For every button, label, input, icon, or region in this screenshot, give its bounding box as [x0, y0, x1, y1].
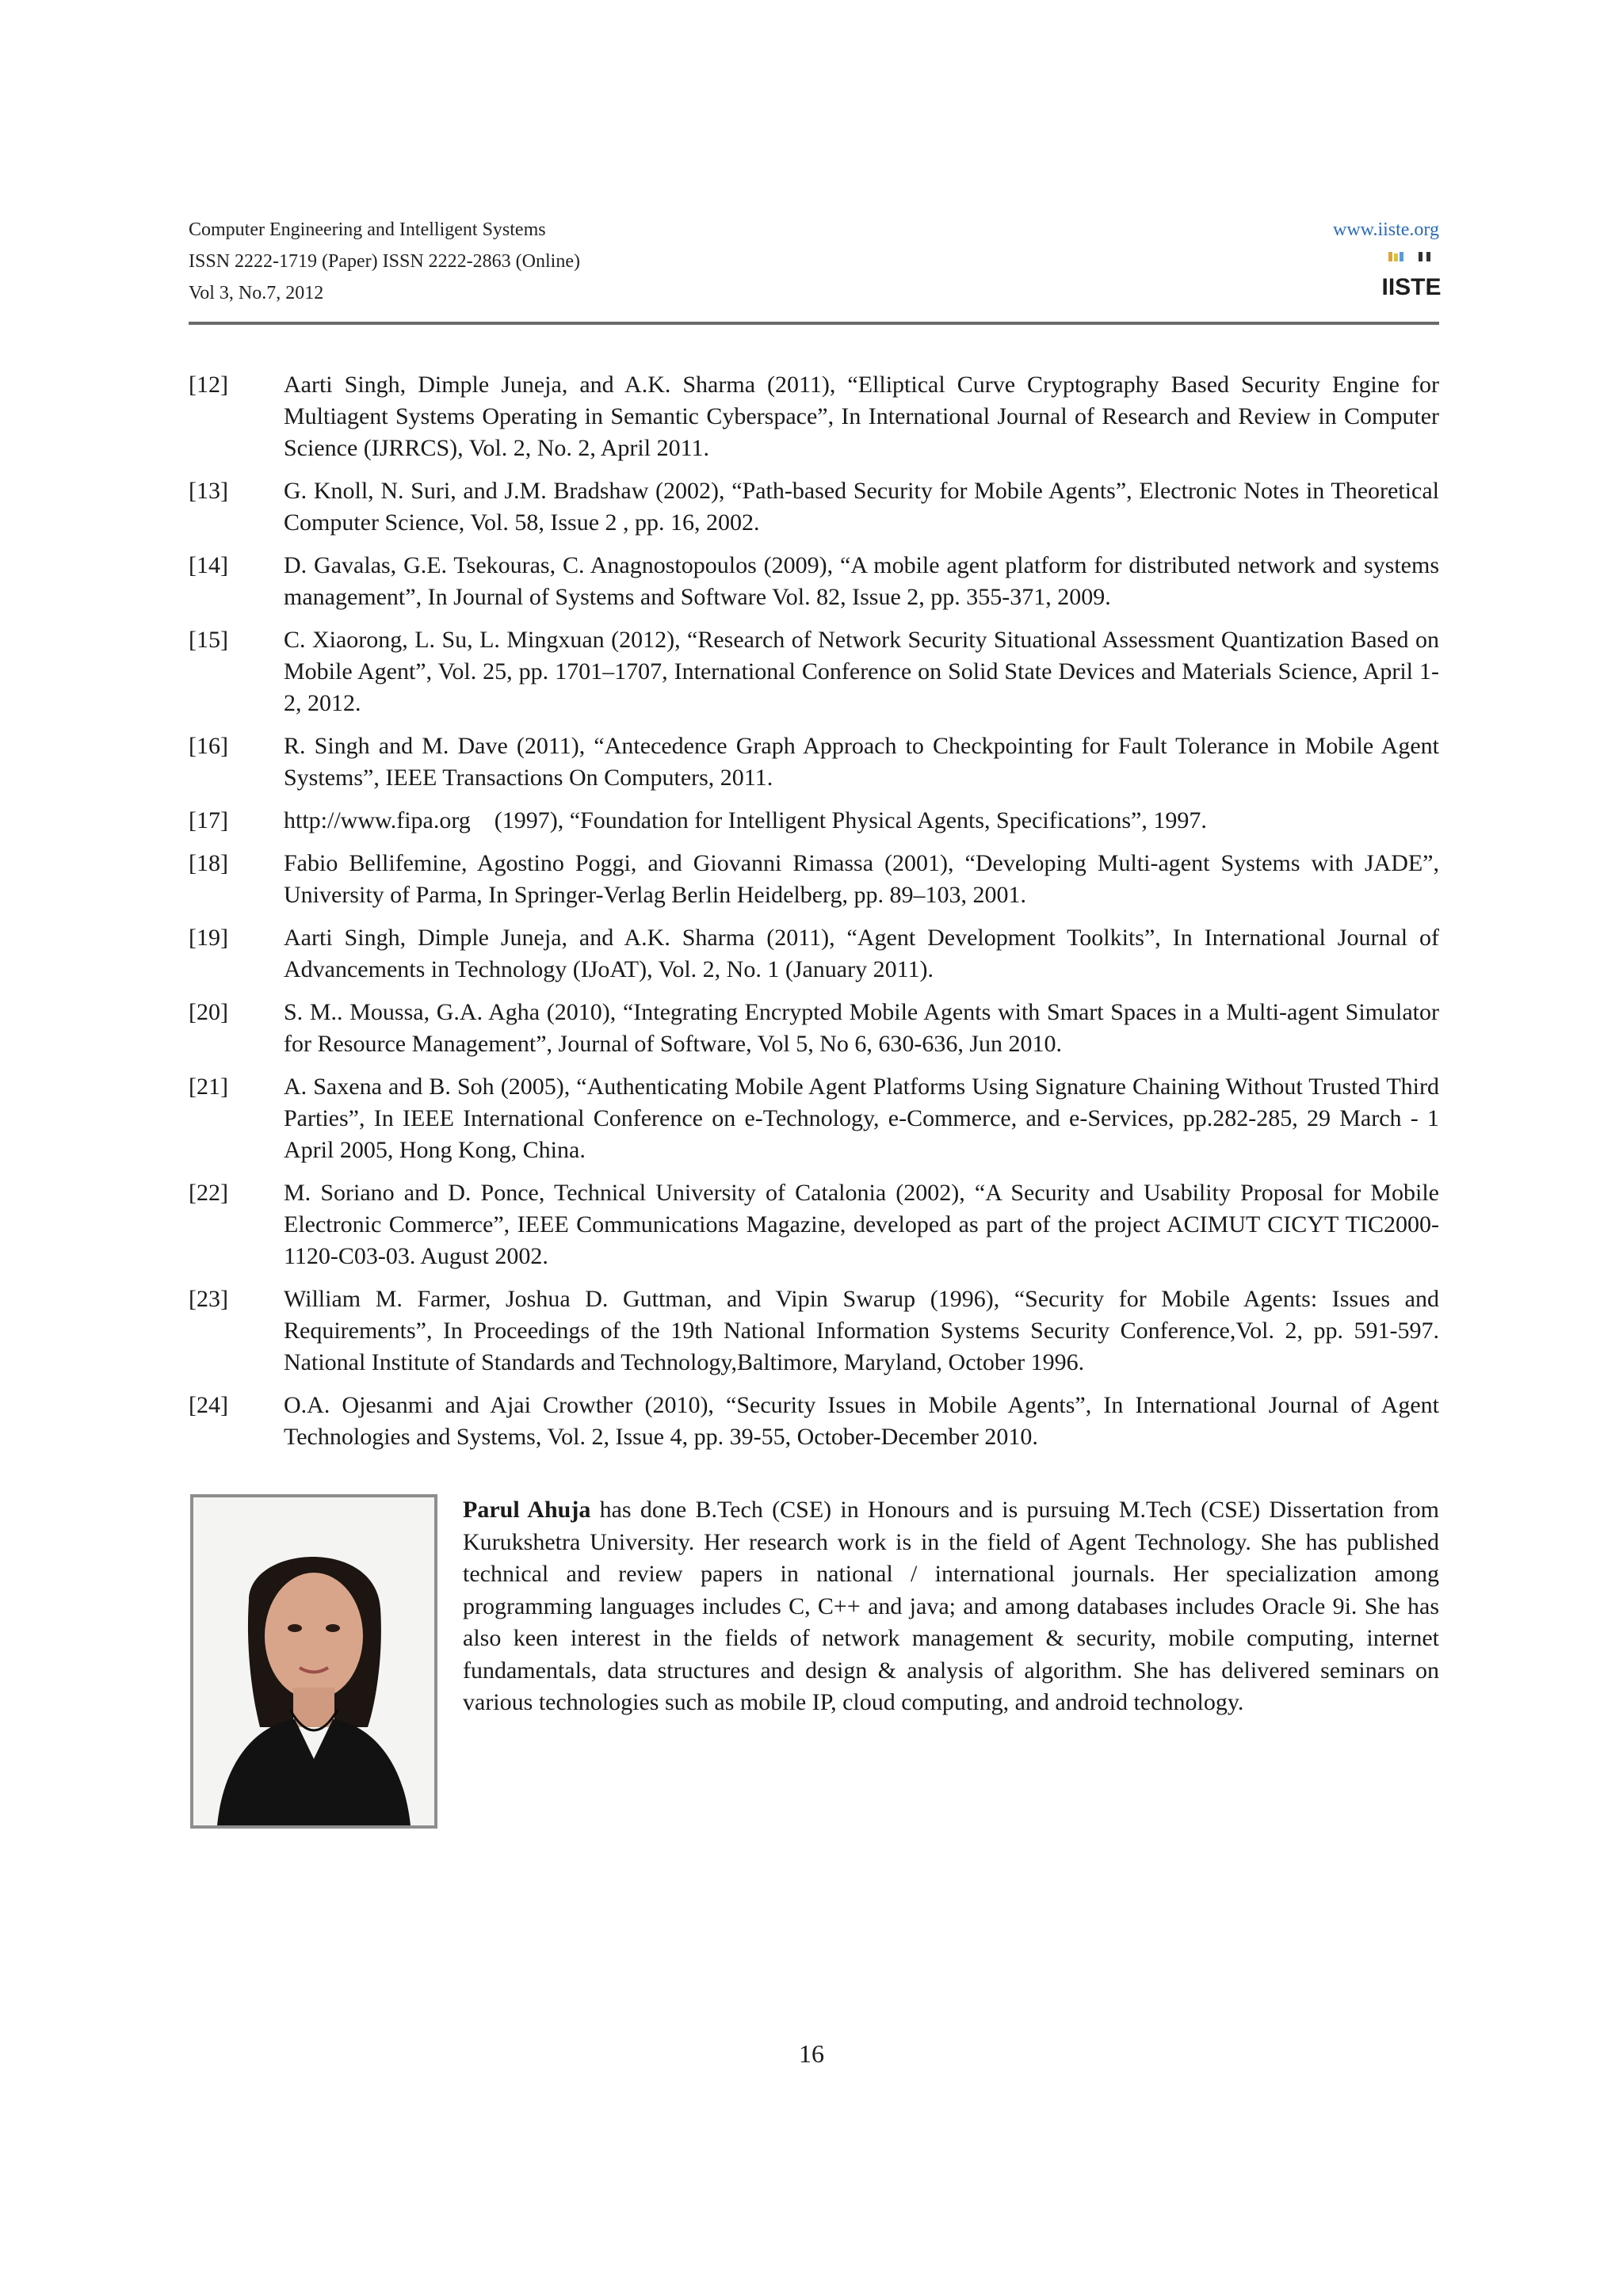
reference-item — [189, 730, 1439, 794]
reference-text: S. M.. Moussa, G.A. Agha (2010), “Integrating Encrypted Mobile Agents with Smart Spaces in a Multi-agent Simulator for Resource Management”, Journal of Software, Vol 5, No 6, 630-636, Jun 2010. — [284, 999, 1439, 1057]
page-number: 16 — [799, 2039, 824, 2068]
reference-number: [18] — [189, 850, 228, 876]
reference-number: [20] — [189, 999, 228, 1025]
reference-text: O.A. Ojesanmi and Ajai Crowther (2010), “Security Issues in Mobile Agents”, In International Journal of Agent Technologies and Systems, Vol. 2, Issue 4, pp. 39-55, October-December 2010. — [284, 1392, 1439, 1450]
author-portrait-icon — [193, 1497, 434, 1825]
volume-line: Vol 3, No.7, 2012 — [189, 283, 324, 303]
iiste-logo-icon — [1381, 250, 1442, 300]
reference-item — [189, 922, 1439, 986]
reference-number: [23] — [189, 1286, 228, 1312]
reference-text: http://www.fipa.org (1997), “Foundation for Intelligent Physical Agents, Specifications”, 1997. — [284, 807, 1207, 833]
reference-text: William M. Farmer, Joshua D. Guttman, and Vipin Swarup (1996), “Security for Mobile Agents: Issues and Requirements”, In Proceedings of the 19th National Information Systems Security Conference,Vol. 2, pp. 591-597. National Institute of Standards and Technology,Baltimore, Maryland, October 1996. — [284, 1286, 1439, 1375]
header-divider — [189, 322, 1439, 325]
reference-text: R. Singh and M. Dave (2011), “Antecedence Graph Approach to Checkpointing for Fault Tolerance in Mobile Agent Systems”, IEEE Transactions On Computers, 2011. — [284, 733, 1439, 791]
reference-item — [189, 1283, 1439, 1379]
journal-url-link[interactable]: www.iiste.org — [1333, 219, 1439, 240]
reference-number: [13] — [189, 478, 228, 504]
reference-text: Aarti Singh, Dimple Juneja, and A.K. Sharma (2011), “Agent Development Toolkits”, In International Journal of Advancements in Technology (IJoAT), Vol. 2, No. 1 (January 2011). — [284, 925, 1439, 982]
iiste-logo-text: IISTE — [1381, 274, 1442, 300]
reference-number: [16] — [189, 733, 228, 759]
reference-number: [15] — [189, 627, 228, 653]
reference-list — [189, 369, 1439, 1464]
reference-number: [14] — [189, 552, 228, 578]
reference-item — [189, 1390, 1439, 1453]
journal-title: Computer Engineering and Intelligent Systems — [189, 219, 546, 240]
reference-item — [189, 624, 1439, 719]
page-header — [189, 214, 1442, 326]
reference-item — [189, 475, 1439, 539]
reference-number: [22] — [189, 1180, 228, 1206]
author-photo — [190, 1494, 437, 1829]
reference-item — [189, 369, 1439, 464]
author-name: Parul Ahuja — [463, 1497, 591, 1523]
reference-text: D. Gavalas, G.E. Tsekouras, C. Anagnostopoulos (2009), “A mobile agent platform for distributed network and systems management”, In Journal of Systems and Software Vol. 82, Issue 2, pp. 355-371, 2009. — [284, 552, 1439, 610]
reference-item — [189, 805, 1439, 837]
reference-number: [19] — [189, 925, 228, 951]
reference-text: G. Knoll, N. Suri, and J.M. Bradshaw (2002), “Path-based Security for Mobile Agents”, Electronic Notes in Theoretical Computer Science, Vol. 58, Issue 2 , pp. 16, 2002. — [284, 478, 1439, 536]
reference-number: [17] — [189, 807, 228, 833]
reference-item — [189, 1071, 1439, 1166]
reference-number: [21] — [189, 1074, 228, 1100]
reference-text: A. Saxena and B. Soh (2005), “Authenticating Mobile Agent Platforms Using Signature Chaining Without Trusted Third Parties”, In IEEE International Conference on e-Technology, e-Commerce, and e-Services, pp.282-285, 29 March - 1 April 2005, Hong Kong, China. — [284, 1074, 1439, 1163]
reference-number: [24] — [189, 1392, 228, 1418]
author-bio-text — [463, 1494, 1439, 1719]
reference-item — [189, 550, 1439, 613]
reference-number: [12] — [189, 372, 228, 398]
reference-text: Aarti Singh, Dimple Juneja, and A.K. Sharma (2011), “Elliptical Curve Cryptography Based Security Engine for Multiagent Systems Operating in Semantic Cyberspace”, In International Journal of Research and Review in Computer Science (IJRRCS), Vol. 2, No. 2, April 2011. — [284, 372, 1439, 461]
issn-line: ISSN 2222-1719 (Paper) ISSN 2222-2863 (Online) — [189, 251, 580, 272]
reference-item — [189, 848, 1439, 911]
author-bio — [190, 1494, 1439, 1832]
reference-item — [189, 1177, 1439, 1272]
reference-text: C. Xiaorong, L. Su, L. Mingxuan (2012), “Research of Network Security Situational Assessment Quantization Based on Mobile Agent”, Vol. 25, pp. 1701–1707, International Conference on Solid State Devices and Materials Science, April 1-2, 2012. — [284, 627, 1439, 716]
reference-text: M. Soriano and D. Ponce, Technical University of Catalonia (2002), “A Security and Usability Proposal for Mobile Electronic Commerce”, IEEE Communications Magazine, developed as part of the project ACIMUT CICYT TIC2000-1120-C03-03. August 2002. — [284, 1180, 1439, 1269]
reference-text: Fabio Bellifemine, Agostino Poggi, and Giovanni Rimassa (2001), “Developing Multi-agent Systems with JADE”, University of Parma, In Springer-Verlag Berlin Heidelberg, pp. 89–103, 2001. — [284, 850, 1439, 908]
reference-item — [189, 997, 1439, 1060]
author-description: has done B.Tech (CSE) in Honours and is pursuing M.Tech (CSE) Dissertation from Kurukshetra University. Her research work is in the field of Agent Technology. She has published technical and review papers in national / international journals. Her specialization among programming languages includes C, C++ and java; and among databases includes Oracle 9i. She has also keen interest in the fields of network management & security, mobile computing, internet fundamentals, data structures and design & analysis of algorithm. She has delivered seminars on various technologies such as mobile IP, cloud computing, and android technology. — [463, 1497, 1440, 1715]
